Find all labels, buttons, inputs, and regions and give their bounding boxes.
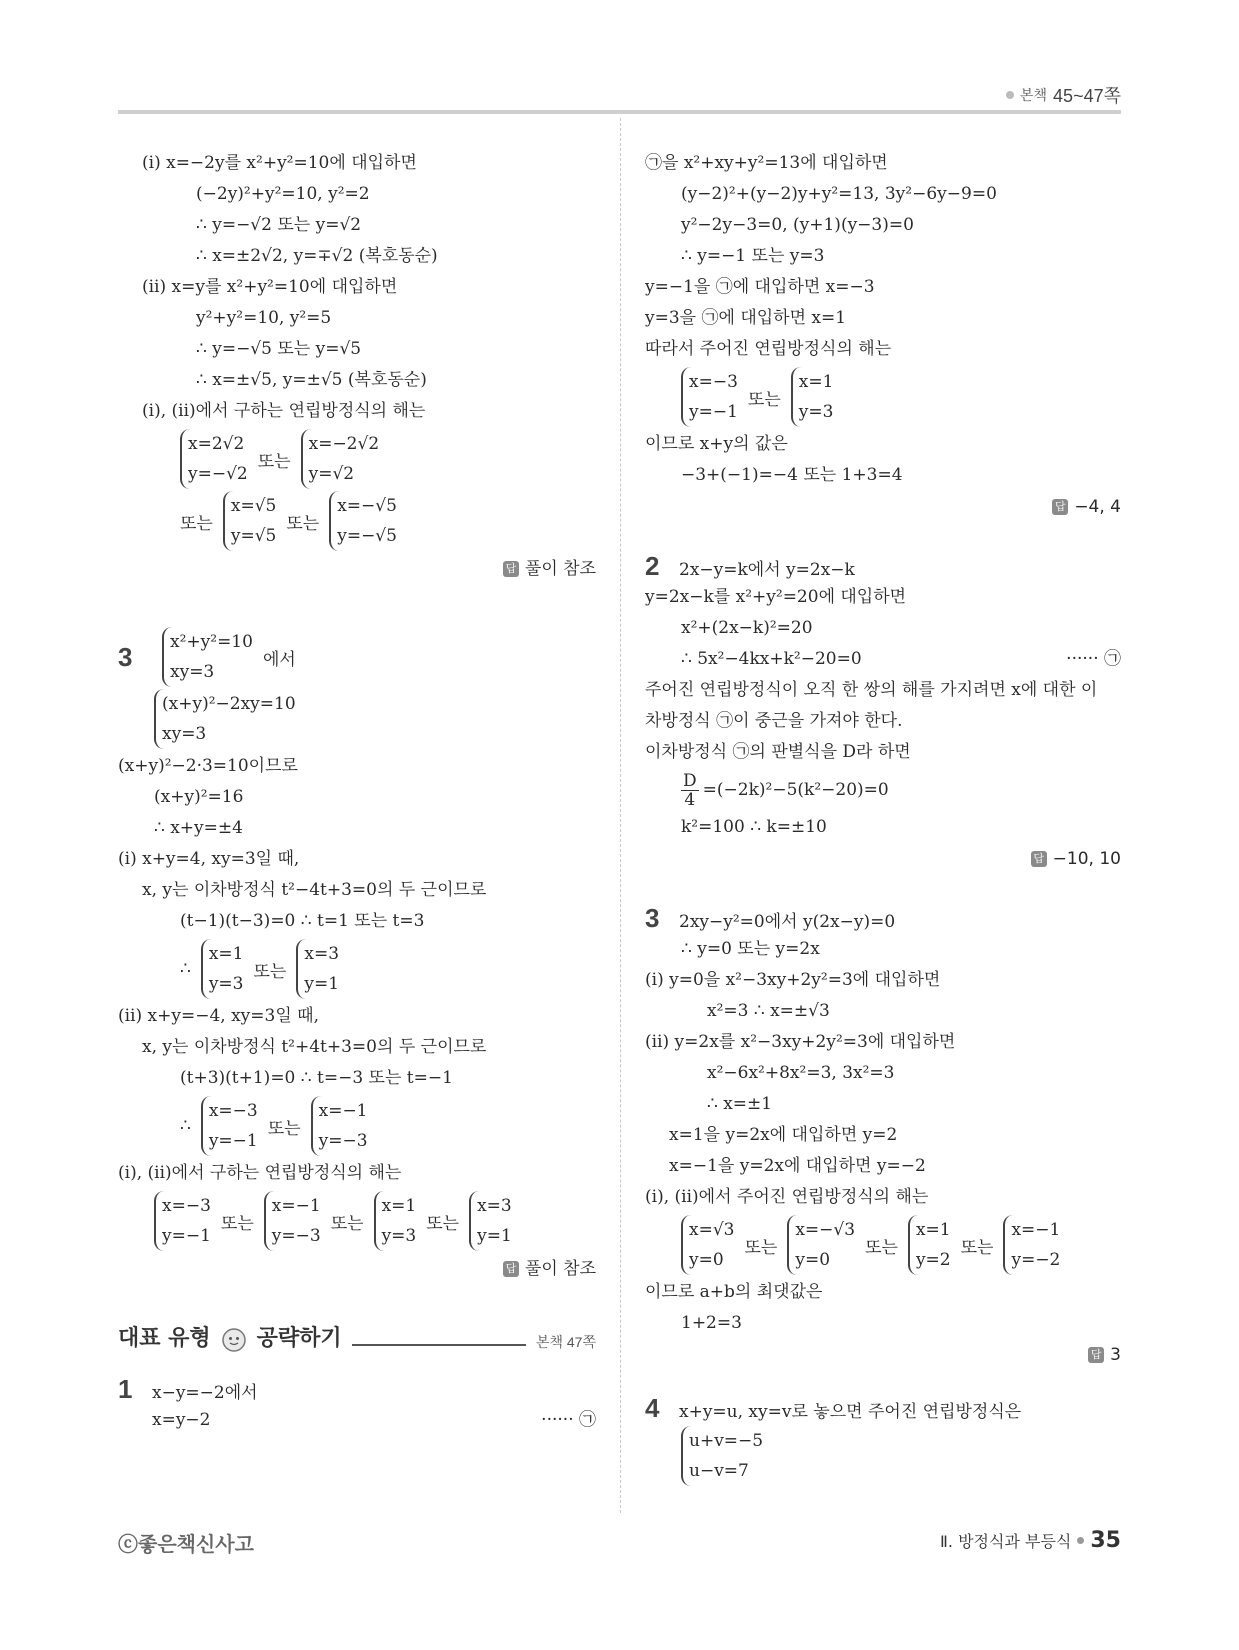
- page-reference: [1006, 82, 1121, 108]
- problem-4-head: 4 x+y=u, xy=v로 놓으면 주어진 연립방정식은: [645, 1393, 1022, 1423]
- line: 주어진 연립방정식이 오직 한 쌍의 해를 가지려면 x에 대한 이: [645, 680, 1098, 700]
- line: ∴ x+y=±4: [154, 818, 243, 838]
- chapter-title: Ⅱ. 방정식과 부등식: [940, 1532, 1072, 1551]
- line: ∴ y=−1 또는 y=3: [681, 246, 825, 266]
- line: 차방정식 ㉠이 중근을 가져야 한다.: [645, 711, 903, 731]
- line: (ⅰ) x=−2y를 x²+y²=10에 대입하면: [142, 153, 417, 173]
- answer-badge-icon: 답: [503, 561, 519, 577]
- line: (t+3)(t+1)=0 ∴ t=−3 또는 t=−1: [180, 1068, 453, 1088]
- line: (x+y)²−2·3=10이므로: [118, 756, 298, 776]
- line: (ⅱ) x+y=−4, xy=3일 때,: [118, 1006, 319, 1026]
- discriminant-line: $\frac{D}{4}$ =(−2k)²−5(k²−20)=0: [683, 770, 889, 810]
- line: ∴ y=−√5 또는 y=√5: [196, 339, 362, 359]
- line: (ⅰ), (ⅱ)에서 구하는 연립방정식의 해는: [118, 1163, 402, 1183]
- line: x=1을 y=2x에 대입하면 y=2: [669, 1125, 898, 1145]
- line: y²−2y−3=0, (y+1)(y−3)=0: [681, 215, 914, 235]
- line: ㉠을 x²+xy+y²=13에 대입하면: [645, 153, 888, 173]
- problem-3-head: 3 2xy−y²=0에서 y(2x−y)=0: [645, 903, 896, 933]
- answer-badge-icon: 답: [1088, 1347, 1104, 1363]
- brace-system: x=−2√2 y=√2: [301, 429, 380, 489]
- answer-badge-icon: 답: [503, 1261, 519, 1277]
- section-heading: [118, 1321, 596, 1352]
- problem-number: 2: [645, 551, 660, 581]
- line: (t−1)(t−3)=0 ∴ t=1 또는 t=3: [180, 911, 425, 931]
- line: ∴ x=±√5, y=±√5 (복호동순): [196, 370, 427, 390]
- solution-system: 또는 x=√5 y=√5 또는 x=−√5 y=−√5: [118, 491, 596, 551]
- line: −3+(−1)=−4 또는 1+3=4: [681, 465, 903, 485]
- answer-badge-icon: 답: [1052, 499, 1068, 515]
- page-number: 35: [1090, 1528, 1121, 1553]
- mascot-icon: [221, 1326, 247, 1352]
- line: (ⅰ) y=0을 x²−3xy+2y²=3에 대입하면: [645, 970, 941, 990]
- problem-2-head: 2 2x−y=k에서 y=2x−k: [645, 551, 855, 581]
- brace-system: x=2√2 y=−√2: [180, 429, 248, 489]
- line: (ⅱ) y=2x를 x²−3xy+2y²=3에 대입하면: [645, 1032, 956, 1052]
- line: (x+y)²=16: [154, 787, 244, 807]
- line: x²+(2x−k)²=20: [681, 618, 813, 638]
- section-ref: 본책 47쪽: [535, 1334, 596, 1350]
- line: y=2x−k를 x²+y²=20에 대입하면: [645, 587, 907, 607]
- section-title-2: 공략하기: [256, 1326, 342, 1351]
- line: 따라서 주어진 연립방정식의 해는: [645, 339, 892, 359]
- fraction: $\frac{D}{4}$: [683, 770, 697, 810]
- line: x²−6x²+8x²=3, 3x²=3: [707, 1063, 895, 1083]
- line: (ⅱ) x=y를 x²+y²=10에 대입하면: [142, 277, 398, 297]
- line: x=y−2 ······ ㉠: [152, 1410, 596, 1430]
- line: k²=100 ∴ k=±10: [681, 817, 827, 837]
- brace-system: x=√5 y=√5: [223, 491, 277, 551]
- line: y=−1을 ㉠에 대입하면 x=−3: [645, 277, 875, 297]
- solution-system: x=−3 y=−1 또는 x=−1 y=−3 또는 x=1 y=3 또는 x=3 y=1: [118, 1191, 596, 1251]
- solution-system: ∴ x=1 y=3 또는 x=3 y=1: [118, 939, 596, 999]
- bullet-icon: [1006, 91, 1014, 99]
- answer: 답 −10, 10: [645, 843, 1121, 875]
- answer: 답 풀이 참조: [118, 1253, 596, 1285]
- line: ∴ x=±2√2, y=∓√2 (복호동순): [196, 246, 438, 266]
- line: ∴ 5x²−4kx+k²−20=0 ······ ㉠: [681, 649, 1121, 669]
- line: ∴ y=−√2 또는 y=√2: [196, 215, 362, 235]
- problem-number: 1: [118, 1374, 133, 1404]
- line: 이차방정식 ㉠의 판별식을 D라 하면: [645, 742, 911, 762]
- line: (ⅰ), (ⅱ)에서 구하는 연립방정식의 해는: [142, 401, 426, 421]
- problem-3-head: 3 x²+y²=10 xy=3 에서: [118, 627, 596, 687]
- line: x, y는 이차방정식 t²+4t+3=0의 두 근이므로: [142, 1037, 487, 1057]
- line: 1+2=3: [681, 1313, 742, 1333]
- line: ∴ y=0 또는 y=2x: [681, 939, 820, 959]
- line: 이므로 a+b의 최댓값은: [645, 1282, 823, 1302]
- problem-1-head: 1 x−y=−2에서: [118, 1374, 258, 1404]
- answer: 답 3: [645, 1339, 1121, 1371]
- page-footer: [940, 1528, 1121, 1553]
- section-rule: [352, 1344, 526, 1346]
- answer-badge-icon: 답: [1031, 851, 1047, 867]
- brace-system: (x+y)²−2xy=10 xy=3: [118, 689, 596, 749]
- top-rule: [118, 110, 1121, 114]
- line: y=3을 ㉠에 대입하면 x=1: [645, 308, 847, 328]
- line: (y−2)²+(y−2)y+y²=13, 3y²−6y−9=0: [681, 184, 997, 204]
- left-column: [118, 148, 596, 1436]
- line: (−2y)²+y²=10, y²=2: [196, 184, 370, 204]
- problem-number: 4: [645, 1393, 660, 1423]
- ref-label: 본책: [1019, 87, 1048, 103]
- brace-system: x=−√5 y=−√5: [329, 491, 397, 551]
- solution-system: x=√3 y=0 또는 x=−√3 y=0 또는 x=1 y=2 또는 x=−1 y=−2: [645, 1215, 1121, 1275]
- publisher-logo: ⓒ좋은책신사고: [118, 1532, 254, 1556]
- line: x=−1을 y=2x에 대입하면 y=−2: [669, 1156, 926, 1176]
- answer: 답 −4, 4: [645, 491, 1121, 523]
- solution-system: ∴ x=−3 y=−1 또는 x=−1 y=−3: [118, 1096, 596, 1156]
- answer: 답 풀이 참조: [118, 553, 596, 585]
- line: (ⅰ) x+y=4, xy=3일 때,: [118, 849, 300, 869]
- section-title: 대표 유형: [118, 1326, 211, 1351]
- column-divider: [620, 118, 621, 1513]
- line: 이므로 x+y의 값은: [645, 434, 788, 454]
- line: y²+y²=10, y²=5: [196, 308, 332, 328]
- solution-system: x=−3 y=−1 또는 x=1 y=3: [645, 367, 1121, 427]
- solution-system: x=2√2 y=−√2 또는 x=−2√2 y=√2: [118, 429, 596, 489]
- line: x, y는 이차방정식 t²−4t+3=0의 두 근이므로: [142, 880, 487, 900]
- bullet-icon: [1077, 1537, 1084, 1544]
- ref-pages: 45~47쪽: [1053, 86, 1121, 106]
- line: (ⅰ), (ⅱ)에서 주어진 연립방정식의 해는: [645, 1187, 929, 1207]
- right-column: [645, 148, 1121, 1488]
- brace-system: u+v=−5 u−v=7: [645, 1426, 1121, 1486]
- line: x²=3 ∴ x=±√3: [707, 1001, 830, 1021]
- problem-number: 3: [118, 641, 133, 672]
- line: ∴ x=±1: [707, 1094, 773, 1114]
- problem-number: 3: [645, 903, 660, 933]
- brace-system: x²+y²=10 xy=3: [162, 627, 253, 687]
